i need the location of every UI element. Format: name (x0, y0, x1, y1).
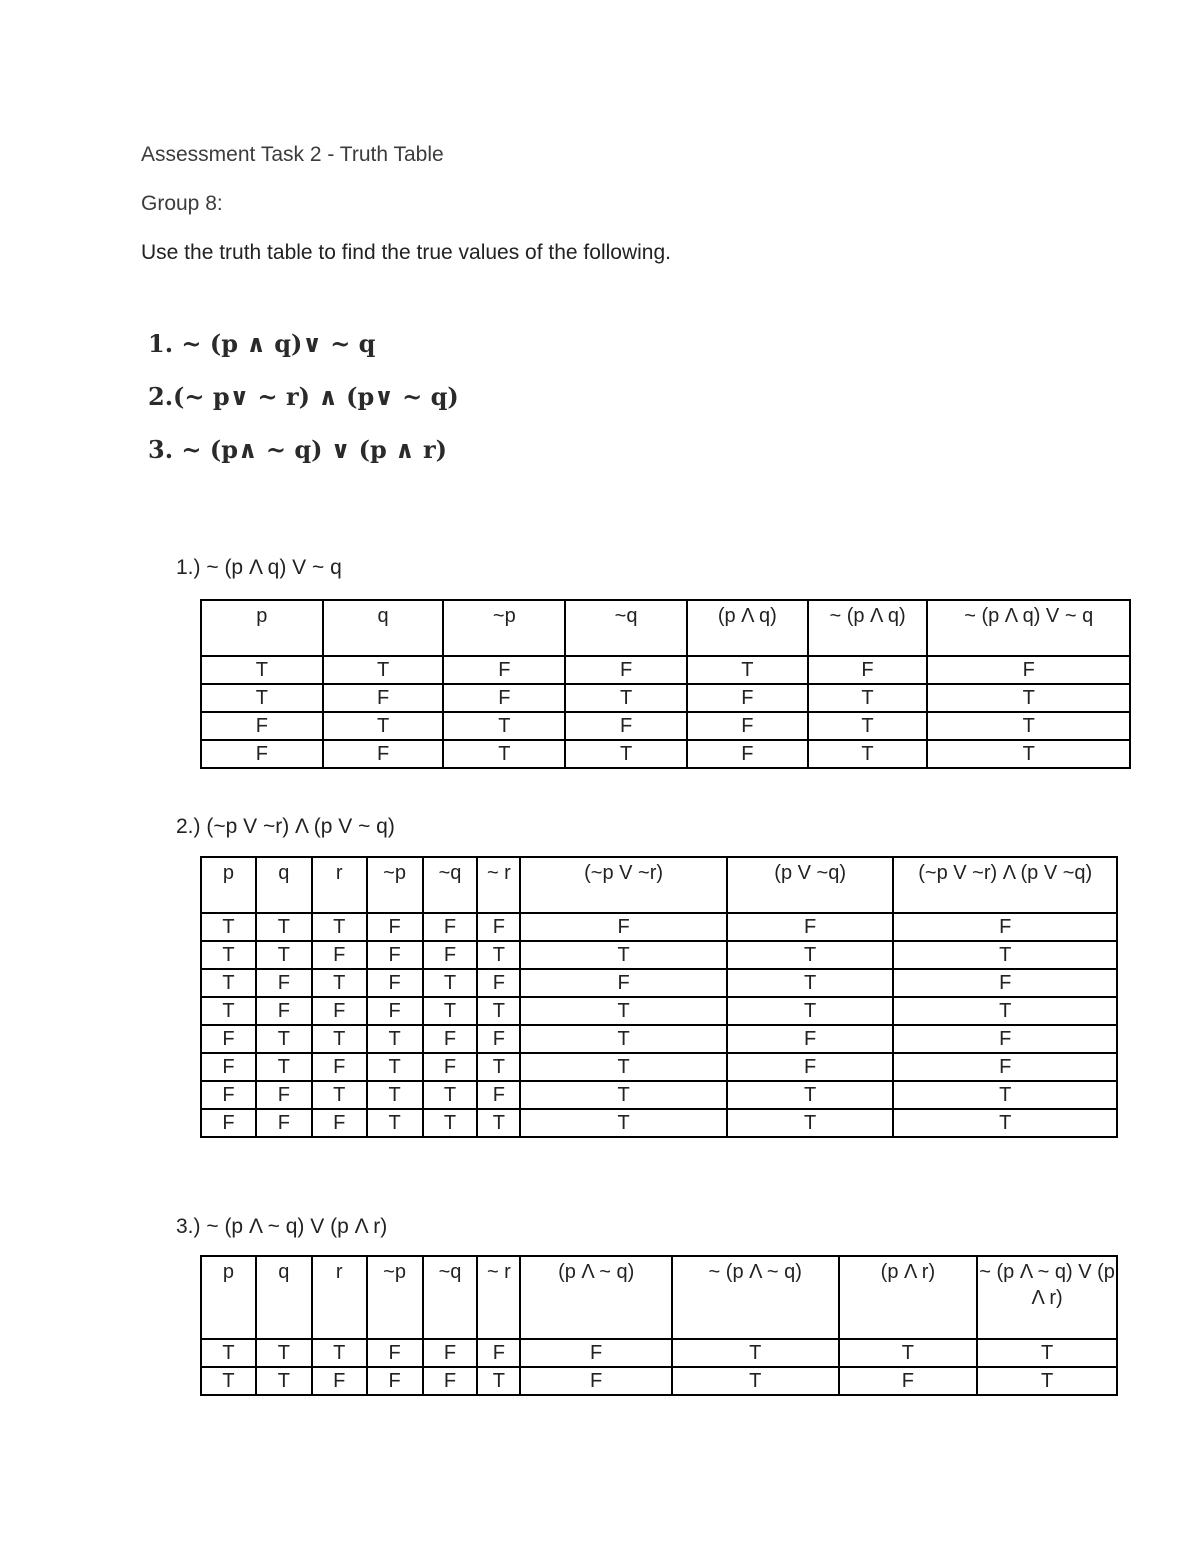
table-cell: F (520, 969, 727, 997)
table-row (201, 1339, 1117, 1367)
table-cell: F (312, 1053, 367, 1081)
table-cell: F (367, 969, 423, 997)
table-cell: T (808, 740, 928, 768)
table-cell: T (520, 1053, 727, 1081)
table-cell: F (893, 1053, 1117, 1081)
table-cell: F (477, 1081, 520, 1109)
table-cell: T (477, 1367, 520, 1395)
table-cell: T (808, 684, 928, 712)
table2-header-cell: p (201, 857, 256, 913)
table-cell: T (727, 1109, 894, 1137)
table1-caption: 1.) ~ (p Λ q) V ~ q (176, 556, 342, 579)
table-cell: F (477, 913, 520, 941)
table2-header-row (201, 857, 1117, 913)
table-cell: T (893, 1081, 1117, 1109)
table3-header-cell: ~p (367, 1256, 423, 1339)
table3-header-cell: p (201, 1256, 256, 1339)
table-cell: T (565, 740, 687, 768)
table-cell: T (312, 913, 367, 941)
table-cell: F (367, 997, 423, 1025)
table-cell: F (893, 1025, 1117, 1053)
table-cell: F (423, 1025, 478, 1053)
table-cell: T (312, 969, 367, 997)
table-cell: T (201, 969, 256, 997)
table-cell: F (423, 1339, 478, 1367)
table-cell: T (323, 712, 444, 740)
table-row (201, 1109, 1117, 1137)
table-cell: T (367, 1053, 423, 1081)
table-cell: T (727, 941, 894, 969)
table-cell: T (727, 997, 894, 1025)
table-cell: T (423, 969, 478, 997)
table-cell: F (520, 913, 727, 941)
table-cell: T (423, 997, 478, 1025)
table2-header-cell: (~p V ~r) Λ (p V ~q) (893, 857, 1117, 913)
table-cell: F (323, 740, 444, 768)
table-row (201, 684, 1130, 712)
table-cell: T (520, 1109, 727, 1137)
table-cell: T (256, 1053, 312, 1081)
table1-header-cell: q (323, 600, 444, 656)
table2-header-cell: q (256, 857, 312, 913)
table-cell: F (367, 1367, 423, 1395)
table-cell: T (520, 997, 727, 1025)
formula-list (148, 322, 459, 481)
table-cell: F (312, 1109, 367, 1137)
table-cell: F (312, 1367, 367, 1395)
table-cell: T (727, 969, 894, 997)
table3-header-cell: r (312, 1256, 367, 1339)
table-cell: T (520, 1081, 727, 1109)
table-cell: T (893, 997, 1117, 1025)
table2-header-cell: r (312, 857, 367, 913)
table-cell: T (256, 913, 312, 941)
formula-1: 1. ~ (p ∧ q)∨ ~ q (148, 329, 376, 358)
table1-header-row (201, 600, 1130, 656)
table-cell: T (520, 941, 727, 969)
table-cell: T (727, 1081, 894, 1109)
table2-header-cell: (p V ~q) (727, 857, 894, 913)
table-cell: T (201, 684, 323, 712)
table-cell: F (201, 740, 323, 768)
table1-header-cell: ~q (565, 600, 687, 656)
table-cell: F (927, 656, 1130, 684)
table2-caption: 2.) (~p V ~r) Λ (p V ~ q) (176, 815, 395, 838)
table-cell: F (423, 941, 478, 969)
table-cell: F (727, 913, 894, 941)
table-cell: F (201, 1081, 256, 1109)
table-cell: F (201, 1053, 256, 1081)
table-row (201, 712, 1130, 740)
table-cell: F (520, 1339, 672, 1367)
table-cell: T (477, 941, 520, 969)
table-cell: T (927, 684, 1130, 712)
table2-header-cell: (~p V ~r) (520, 857, 727, 913)
table-cell: F (808, 656, 928, 684)
table-cell: F (687, 712, 808, 740)
table-cell: F (312, 997, 367, 1025)
table-cell: F (727, 1053, 894, 1081)
table-cell: T (312, 1339, 367, 1367)
table-row (201, 969, 1117, 997)
table-row (201, 656, 1130, 684)
table-cell: F (423, 1367, 478, 1395)
table-cell: F (443, 684, 565, 712)
table-row (201, 941, 1117, 969)
table1-header-cell: ~ (p Λ q) (808, 600, 928, 656)
table-cell: F (367, 941, 423, 969)
table-cell: T (477, 997, 520, 1025)
table-row (201, 1081, 1117, 1109)
table-cell: F (423, 913, 478, 941)
table-cell: T (927, 712, 1130, 740)
table-cell: F (201, 712, 323, 740)
table-cell: T (672, 1367, 839, 1395)
table1-header-cell: ~ (p Λ q) V ~ q (927, 600, 1130, 656)
table-cell: F (367, 1339, 423, 1367)
table3-header-cell: q (256, 1256, 312, 1339)
table-row (201, 1025, 1117, 1053)
table-row (201, 997, 1117, 1025)
table3-header-row (201, 1256, 1117, 1339)
table-cell: F (256, 969, 312, 997)
table-cell: T (443, 740, 565, 768)
table-cell: T (687, 656, 808, 684)
table-cell: T (423, 1081, 478, 1109)
table1-header-cell: (p Λ q) (687, 600, 808, 656)
table-cell: T (927, 740, 1130, 768)
table-cell: F (565, 712, 687, 740)
table-cell: T (323, 656, 444, 684)
table-cell: T (893, 1109, 1117, 1137)
table-cell: T (367, 1025, 423, 1053)
table-cell: F (367, 913, 423, 941)
table-cell: F (565, 656, 687, 684)
table-cell: T (367, 1081, 423, 1109)
table-row (201, 913, 1117, 941)
table-cell: T (312, 1081, 367, 1109)
instruction-text: Use the truth table to find the true values of the following. (141, 241, 671, 264)
table2-header-cell: ~ r (477, 857, 520, 913)
table-cell: T (977, 1367, 1117, 1395)
table-cell: F (323, 684, 444, 712)
table-cell: F (687, 740, 808, 768)
table-cell: F (893, 969, 1117, 997)
table-cell: F (477, 1339, 520, 1367)
table3-header-cell: (p Λ r) (839, 1256, 978, 1339)
table-cell: T (808, 712, 928, 740)
table-cell: T (423, 1109, 478, 1137)
table-cell: F (256, 1081, 312, 1109)
table-cell: F (687, 684, 808, 712)
table-cell: T (201, 997, 256, 1025)
table-cell: T (201, 1339, 256, 1367)
table-cell: F (839, 1367, 978, 1395)
table-cell: F (443, 656, 565, 684)
formula-3: 3. ~ (p∧ ~ q) ∨ (p ∧ r) (148, 435, 447, 464)
table-cell: T (477, 1109, 520, 1137)
table-cell: F (312, 941, 367, 969)
table-cell: T (520, 1025, 727, 1053)
table3-header-cell: (p Λ ~ q) (520, 1256, 672, 1339)
table-cell: T (201, 1367, 256, 1395)
table-cell: F (893, 913, 1117, 941)
table3-header-cell: ~ (p Λ ~ q) (672, 1256, 839, 1339)
table-cell: F (477, 969, 520, 997)
table-cell: T (977, 1339, 1117, 1367)
table-cell: T (443, 712, 565, 740)
truth-table-2 (200, 856, 1118, 1138)
table3-header-cell: ~ (p Λ ~ q) V (p Λ r) (977, 1256, 1117, 1339)
table-cell: F (520, 1367, 672, 1395)
table3-header-cell: ~ r (477, 1256, 520, 1339)
table1-header-cell: p (201, 600, 323, 656)
table-cell: T (672, 1339, 839, 1367)
table-cell: F (477, 1025, 520, 1053)
table-cell: F (201, 1109, 256, 1137)
table1-header-cell: ~p (443, 600, 565, 656)
table-cell: F (256, 997, 312, 1025)
table2-header-cell: ~q (423, 857, 478, 913)
table-cell: T (367, 1109, 423, 1137)
document-title: Assessment Task 2 - Truth Table (141, 143, 444, 166)
table-cell: T (312, 1025, 367, 1053)
table-row (201, 740, 1130, 768)
table2-header-cell: ~p (367, 857, 423, 913)
table-cell: F (727, 1025, 894, 1053)
table-cell: T (201, 656, 323, 684)
formula-2: 2.(~ p∨ ~ r) ∧ (p∨ ~ q) (148, 382, 459, 411)
table-cell: T (256, 1339, 312, 1367)
table-cell: T (477, 1053, 520, 1081)
table-cell: T (256, 941, 312, 969)
group-label: Group 8: (141, 192, 223, 215)
table3-caption: 3.) ~ (p Λ ~ q) V (p Λ r) (176, 1215, 388, 1238)
table-cell: T (565, 684, 687, 712)
table-cell: T (256, 1367, 312, 1395)
table-cell: F (256, 1109, 312, 1137)
table-row (201, 1367, 1117, 1395)
table-cell: F (201, 1025, 256, 1053)
truth-table-3 (200, 1255, 1118, 1396)
table-cell: T (256, 1025, 312, 1053)
truth-table-1 (200, 599, 1131, 769)
table-cell: T (893, 941, 1117, 969)
table-row (201, 1053, 1117, 1081)
table-cell: T (839, 1339, 978, 1367)
table-cell: T (201, 913, 256, 941)
table3-header-cell: ~q (423, 1256, 478, 1339)
table-cell: T (201, 941, 256, 969)
table-cell: F (423, 1053, 478, 1081)
